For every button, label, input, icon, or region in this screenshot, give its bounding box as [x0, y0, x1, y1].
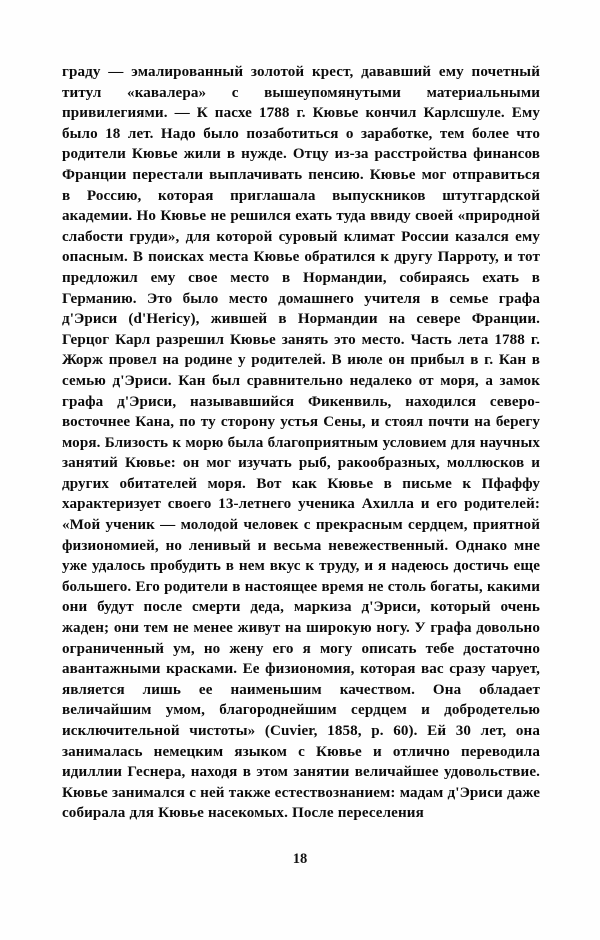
page-body-text	[62, 62, 540, 824]
page-number: 18	[292, 851, 308, 867]
paragraph: граду — эмалированный золотой крест, дававший ему почетный титул «кавалера» с вышеупомянутыми материальными привилегиями. — К пасхе 1788 г. Кювье кончил Карлсшуле. Ему было 18 лет. Надо было позаботиться о заработке, тем более что родители Кювье жили в нужде. Отцу из-за расстройства финансов Франции перестали выплачивать пенсию. Кювье мог отправиться в Россию, которая приглашала выпускников штутгардской академии. Но Кювье не решился ехать туда ввиду своей «природной слабости груди», для которой суровый климат России казался ему опасным. В поисках места Кювье обратился к другу Парроту, и тот предложил ему свое место в Нормандии, собираясь ехать в Германию. Это было место домашнего учителя в семье графа д'Эриси (d'Hericy), жившей в Нормандии на севере Франции. Герцог Карл разрешил Кювье занять это место. Часть лета 1788 г. Жорж провел на родине у родителей. В июле он прибыл в г. Кан в семью д'Эриси. Кан был сравнительно недалеко от моря, а замок графа д'Эриси, называвшийся Фикенвиль, находился северо-восточнее Кана, по ту сторону устья Сены, и стоял почти на берегу моря. Близость к морю была благоприятным условием для научных занятий Кювье: он мог изучать рыб, ракообразных, моллюсков и других обитателей моря. Вот как Кювье в письме к Пфаффу характеризует своего 13-летнего ученика Ахилла и его родителей: «Мой ученик — молодой человек с прекрасным сердцем, приятной физиономией, но ленивый и весьма невежественный. Однако мне уже удалось пробудить в нем вкус к труду, и я надеюсь достичь еще большего. Его родители в настоящее время не столь богаты, какими они будут после смерти деда, маркиза д'Эриси, который очень жаден; они тем не менее живут на широкую ногу. У графа довольно ограниченный ум, но жену его я могу описать тебе достаточно авантажными красками. Ее физиономия, которая вас сразу чарует, является лишь ее наименьшим качеством. Она обладает величайшим умом, благороднейшим сердцем и добродетелью исключительной чистоты» (Cuvier, 1858, p. 60). Ей 30 лет, она занималась немецким языком с Кювье и отлично переводила идиллии Геснера, находя в этом занятии величайшее удовольствие. Кювье занимался с ней также естествознанием: мадам д'Эриси даже собирала для Кювье насекомых. После переселения	[62, 64, 540, 822]
